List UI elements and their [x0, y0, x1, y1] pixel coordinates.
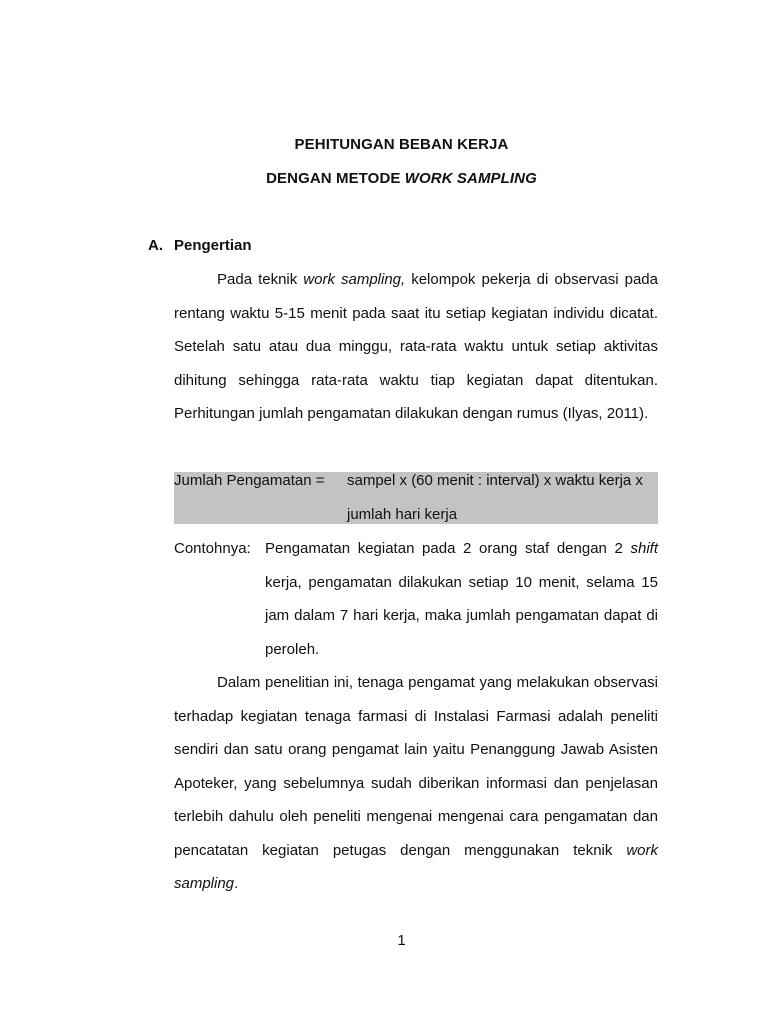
title-line-2	[0, 170, 768, 187]
page-number: 1	[397, 932, 406, 949]
title-line-1: PEHITUNGAN BEBAN KERJA	[294, 136, 509, 153]
formula-label: Jumlah Pengamatan =	[174, 472, 325, 489]
para2-pre: Dalam penelitian ini, tenaga pengamat yang melakukan observasi terhadap kegiatan tenaga farmasi di Instalasi Farmasi adalah peneliti sendiri dan satu orang pengamat lain yaitu Penanggung Jawab Asisten Apoteker, yang sebelumnya sudah diberikan informasi dan penjelasan terlebih dahulu oleh peneliti mengenai mengenai cara pengamatan dan pencatatan kegiatan petugas dengan menggunakan teknik	[174, 674, 658, 859]
example-pre: Pengamatan kegiatan pada 2 orang staf dengan 2	[265, 540, 631, 557]
section-heading	[148, 237, 252, 254]
para2-post: .	[234, 875, 239, 892]
example-italic: shift	[630, 540, 658, 557]
paragraph-definition	[174, 263, 658, 431]
example-post: kerja, pengamatan dilakukan setiap 10 menit, selama 15 jam dalam 7 hari kerja, maka jumlah pengamatan dapat di peroleh.	[265, 573, 658, 658]
formula-text: sampel x (60 menit : interval) x waktu kerja x jumlah hari kerja	[347, 472, 643, 523]
para1-italic: work sampling,	[303, 271, 406, 288]
example-label: Contohnya:	[174, 540, 251, 557]
example-text	[265, 532, 658, 666]
section-title: Pengertian	[174, 237, 252, 254]
title-line-2-prefix: DENGAN METODE	[266, 170, 405, 187]
section-number: A.	[148, 237, 163, 254]
para2-italic: work sampling	[174, 841, 658, 892]
title-line-2-italic: WORK SAMPLING	[404, 170, 537, 187]
para1-pre: Pada teknik	[217, 271, 304, 288]
para1-post: kelompok pekerja di observasi pada rentang waktu 5-15 menit pada saat itu setiap kegiatan individu dicatat. Setelah satu atau dua minggu, rata-rata waktu untuk setiap aktivitas dihitung sehingga rata-rata waktu tiap kegiatan dapat ditentukan. Perhitungan jumlah pengamatan dilakukan dengan rumus (Ilyas, 2011).	[174, 271, 658, 422]
paragraph-observation	[174, 666, 658, 901]
